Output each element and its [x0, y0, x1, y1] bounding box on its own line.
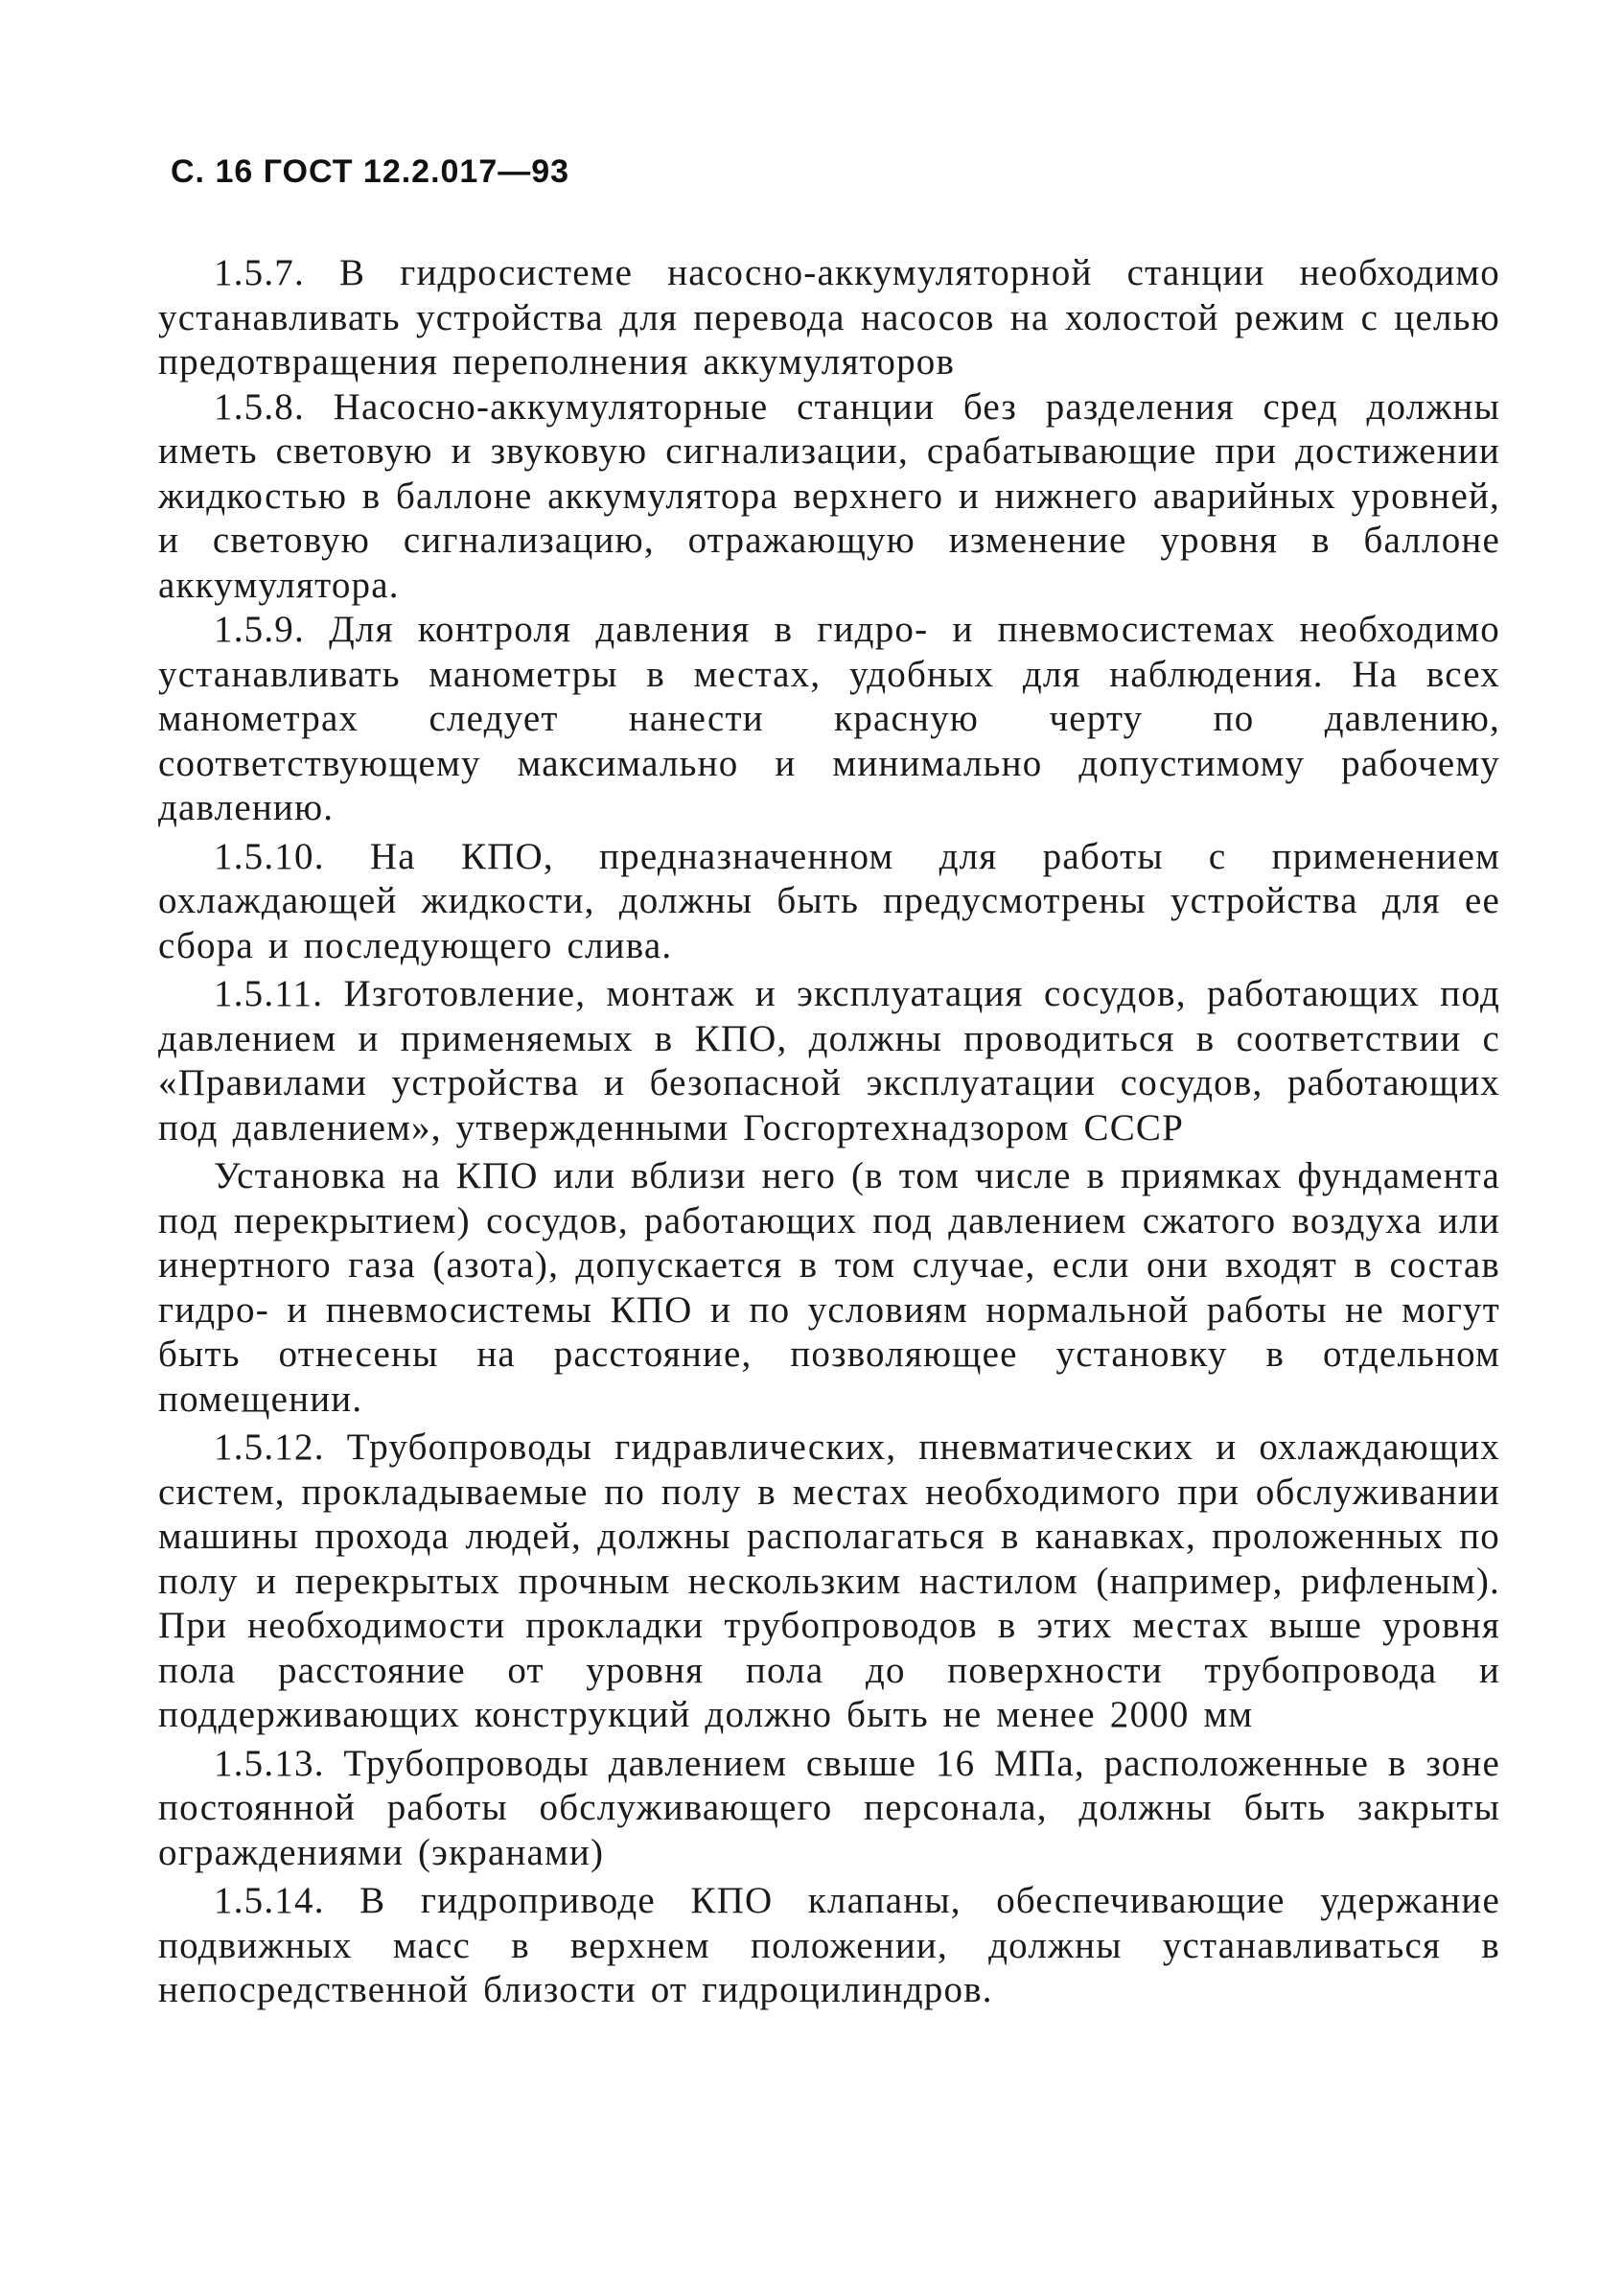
paragraph-1-5-12: 1.5.12. Трубопроводы гидравлических, пневматических и охлаждающих систем, прокладываемые по полу в местах необходимого при обслуживании машины прохода людей, должны располагаться в канавках, проложенных по полу и перекрытых прочным нескользким настилом (например, рифленым). При необходимости прокладки трубопроводов в этих местах выше уровня пола расстояние от уровня пола до поверхности трубопровода и поддерживающих конструкций должно быть не менее 2000 мм — [158, 1426, 1500, 1735]
paragraph-1-5-11-continued: Установка на КПО или вблизи него (в том числе в приямках фундамента под перекрытием) сосудов, работающих под давлением сжатого воздуха или инертного газа (азота), допускается в том случае, если они входят в состав гидро- и пневмосистемы КПО и по условиям нормальной работы не могут быть отнесены на расстояние, позволяющее установку в отдельном помещении. — [158, 1155, 1500, 1420]
paragraph-1-5-11: 1.5.11. Изготовление, монтаж и эксплуатация сосудов, работающих под давлением и применяемых в КПО, должны проводиться в соответствии с «Правилами устройства и безопасной эксплуатации сосудов, работающих под давлением», утвержденными Госгортехнадзором СССР — [158, 973, 1500, 1148]
document-body — [158, 251, 1500, 2013]
paragraph-1-5-14: 1.5.14. В гидроприводе КПО клапаны, обеспечивающие удержание подвижных масс в верхнем положении, должны устанавливаться в непосредственной близости от гидроцилиндров. — [158, 1880, 1500, 2010]
paragraph-1-5-10: 1.5.10. На КПО, предназначенном для работы с применением охлаждающей жидкости, должны быть предусмотрены устройства для ее сбора и последующего слива. — [158, 835, 1500, 966]
paragraph-1-5-9: 1.5.9. Для контроля давления в гидро- и пневмосистемах необходимо устанавливать манометры в местах, удобных для наблюдения. На всех манометрах следует нанести красную черту по давлению, соответствующему максимально и минимально допустимому рабочему давлению. — [158, 609, 1500, 828]
paragraph-1-5-13: 1.5.13. Трубопроводы давлением свыше 16 МПа, расположенные в зоне постоянной работы обслуживающего персонала, должны быть закрыты ограждениями (экранами) — [158, 1742, 1500, 1873]
paragraph-1-5-7: 1.5.7. В гидросистеме насосно-аккумуляторной станции необходимо устанавливать устройства для перевода насосов на холостой режим с целью предотвращения переполнения аккумуляторов — [158, 252, 1500, 383]
page-header: С. 16 ГОСТ 12.2.017—93 — [171, 153, 570, 190]
paragraph-1-5-8: 1.5.8. Насосно-аккумуляторные станции без разделения сред должны иметь световую и звуковую сигнализации, срабатывающие при достижении жидкостью в баллоне аккумулятора верхнего и нижнего аварийных уровней, и световую сигнализацию, отражающую изменение уровня в баллоне аккумулятора. — [158, 385, 1500, 606]
